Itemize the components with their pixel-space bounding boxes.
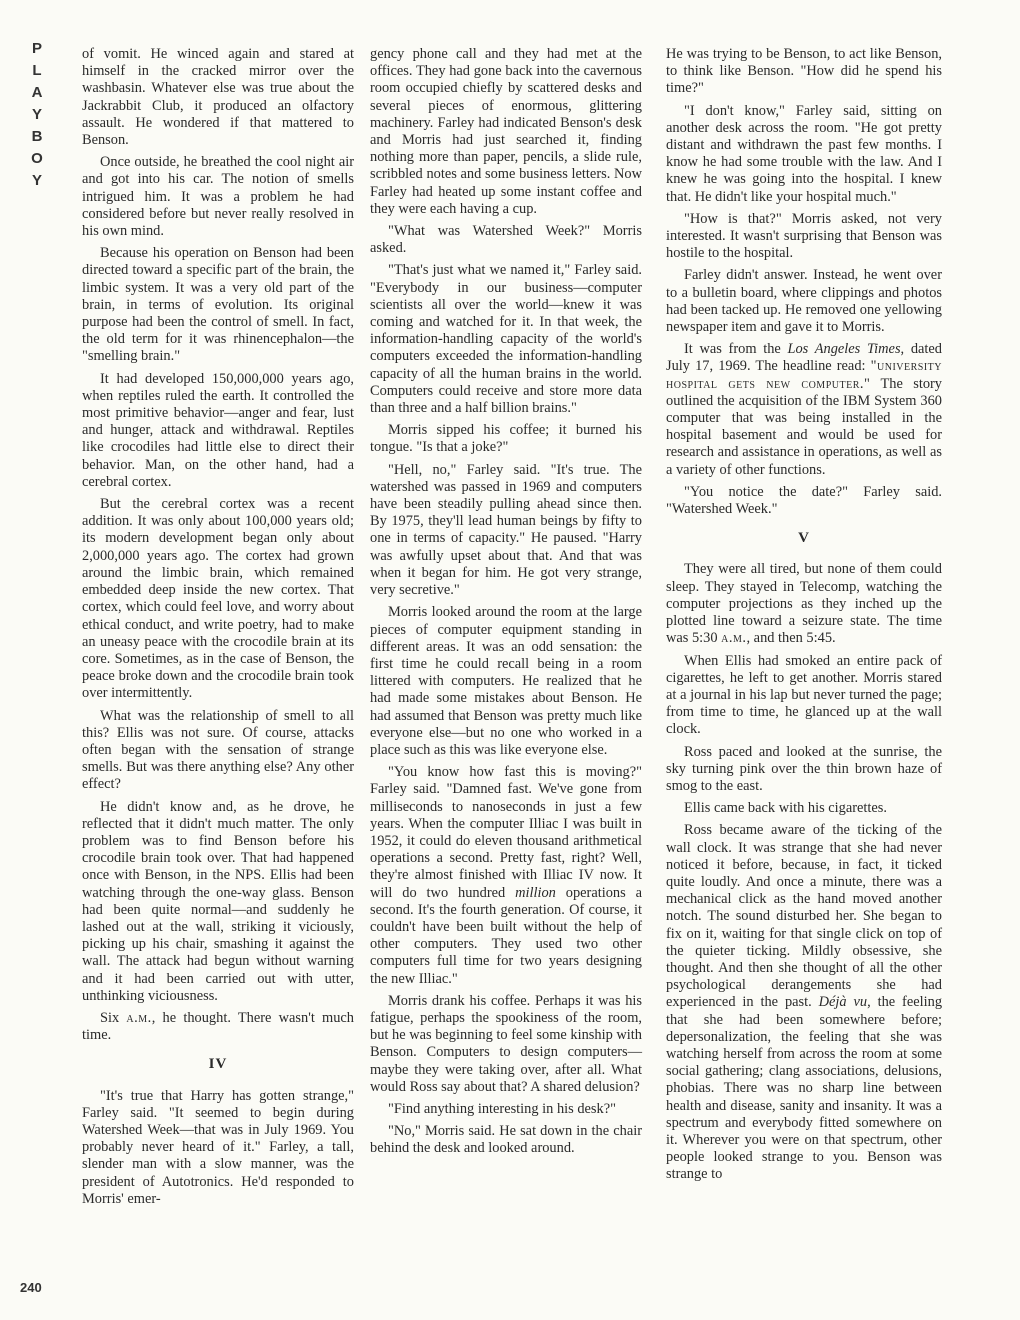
small-caps-headline: "university hospital gets new computer." — [666, 358, 942, 392]
paragraph: What was the relationship of smell to all this? Ellis was not sure. Of course, attacks often began with the sensation of strange smells. But was there anything else? Any other effect? — [82, 707, 354, 793]
column-2 — [370, 46, 642, 1163]
text-run: It was from the — [684, 341, 788, 358]
paragraph: of vomit. He winced again and stared at himself in the cracked mirror over the washbasin. Whatever else was true about the Jackrabbit Club, it produced an olfactory assault. He wondered if that mattered to Benson. — [82, 46, 354, 149]
paragraph: Farley didn't answer. Instead, he went over to a bulletin board, where clippings and photos had been tacked up. He removed one yellowing newspaper item and gave it to Morris. — [666, 267, 942, 336]
text-run: operations a second. It's the fourth generation. Of course, it couldn't have been built without the help of other computers. They used two other computers full time for two years designing the new Illiac." — [370, 884, 642, 987]
text-run: , he thought. There wasn't much time. — [82, 1009, 355, 1044]
paragraph — [370, 764, 642, 988]
text-run: Ross became aware of the ticking of the wall clock. It was strange that she had never noticed it before, because, in fact, it ticked quite loudly. And once a minute, there was a mechanical click as the hand moved another notch. The sound disturbed her. She began to fix on it, waiting for that single click on top of the quieter ticking. Mildly obsessive, she thought. And then she thought of all the other psychological derangements she had experienced in the past. — [666, 822, 942, 1011]
paragraph: "What was Watershed Week?" Morris asked. — [370, 223, 642, 257]
section-heading: V — [798, 530, 810, 547]
paragraph: Morris sipped his coffee; it burned his tongue. "Is that a joke?" — [370, 422, 642, 456]
paragraph: He didn't know and, as he drove, he reflected that it didn't much matter. The only problem was to find Benson before his crocodile brain took over. That had happened once with Benson, in the NPS. Ellis had been watching through the one-way glass. Benson had been quite normal—and suddenly he lashed out at the wall, striking it viciously, picking up his chair, smashing it against the wall. The attack had begun without warning and it had been carried out with utter, unthinking viciousness. — [82, 798, 354, 1004]
text-run: They were all tired, but none of them could sleep. They stayed in Telecomp, watching the computer projections as they inched up the plotted line toward a seizure state. The time was 5:30 — [666, 561, 942, 647]
paragraph: He was trying to be Benson, to act like Benson, to think like Benson. "How did he spend his time?" — [666, 46, 942, 97]
paragraph — [82, 1010, 354, 1044]
paragraph: Because his operation on Benson had been directed toward a specific part of the brain, the limbic system. It was a very old part of the brain, in terms of evolution. Its original purpose had been the control of smell. In fact, the old term for it was rhinencephalon—the "smelling brain." — [82, 245, 354, 365]
paragraph — [666, 341, 942, 479]
text-run: , the feeling that she had been somewhere before; depersonalization, the feeling that she was watching herself from across the room at some social gathering; clang associations, delusions, phobias. There was no sharp line between health and disease, sanity and insanity. It was a spectrum and everybody fitted somewhere on it. Wherever you were on that spectrum, other people looked strange to you. Benson was strange to — [666, 994, 943, 1183]
paragraph: Morris looked around the room at the large pieces of computer equipment standing in different areas. It was an odd sensation: the first time he could recall being in a room littered with computers. He realized that he had made some mistakes about Benson. He had assumed that Benson was pretty much like everyone else—but no one who worked in a place such as this was like everyone else. — [370, 604, 642, 758]
emphasis-text: Déjà vu — [818, 994, 868, 1011]
paragraph — [666, 822, 942, 1183]
paragraph: "You notice the date?" Farley said. "Watershed Week." — [666, 483, 942, 518]
column-1 — [82, 46, 354, 1213]
paragraph: It had developed 150,000,000 years ago, when reptiles ruled the earth. It controlled the most primitive behavior—anger and fear, lust and hunger, attack and withdrawal. Reptiles like crocodiles had little else to direct their behavior. Man, on the other hand, had a cerebral cortex. — [82, 370, 354, 490]
magazine-masthead — [24, 38, 50, 192]
paragraph: Ellis came back with his cigarettes. — [684, 800, 888, 817]
paragraph: When Ellis had smoked an entire pack of cigarettes, he left to get another. Morris stared at a journal in his lap but never turned the page; from time to time, he glanced up at the wall clock. — [666, 652, 942, 738]
text-run: "You know how fast this is moving?" Farley said. "Damned fast. We've gone from milliseconds to nanoseconds in just a few years. When the computer Illiac I was built in 1952, it could do eleven thousand arithmetical operations a second. Pretty fast, right? Well, they're almost finished with Illiac IV now. It will do two hundred — [370, 764, 642, 901]
paragraph: But the cerebral cortex was a recent addition. It was only about 100,000 years old; its modern development began only about 2,000,000 years ago. The cortex had grown around the limbic brain, which remained embedded deep inside the new cortex. That cortex, which could feel love, and worry about ethical conduct, and write poetry, had to make an uneasy peace with the crocodile brain at its core. Sometimes, as in the case of Benson, the peace broke down and the crocodile brain took over intermittently. — [82, 496, 354, 702]
paragraph: "Hell, no," Farley said. "It's true. The watershed was passed in 1969 and computers have been steadily pulling ahead since then. By 1975, they'll lead human beings by fifty to one in terms of capacity." He paused. "Harry was awfully upset about that. And that was when it began for him. He got very strange, very secretive." — [370, 461, 642, 599]
paragraph: "It's true that Harry has gotten strange," Farley said. "It seemed to begin during Watershed Week—that was in July 1969. You probably never heard of it." Farley, a tall, slender man with a slow manner, was the president of Autotronics. He'd responded to Morris' emer- — [82, 1087, 354, 1207]
small-caps-text: a.m. — [126, 1009, 152, 1026]
paragraph: gency phone call and they had met at the offices. They had gone back into the cavernous room occupied chiefly by scattered desks and several pieces of enormous, glittering machinery. Farley had indicated Benson's desk and Morris had just searched it, finding nothing more than paper, pencils, a slide rule, scribbled notes and some business letters. Now Farley had heated up some instant coffee and they were each having a cup. — [370, 46, 642, 217]
paragraph: Ross paced and looked at the sunrise, the sky turning pink over the thin brown haze of smog to the east. — [666, 743, 942, 794]
text-run: , dated July 17, 1969. The headline read: — [666, 341, 942, 375]
paragraph: "I don't know," Farley said, sitting on another desk across the room. "He got pretty distant and withdrawn the past few months. I know he had some trouble with the law. And I knew he was going into the hospital. I knew that. He didn't like your hospital much." — [666, 102, 942, 205]
text-run: The story outlined the acquisition of the IBM System 360 computer that was being installed in the hospital basement and would be used for research and assistance in operations, as well as a variety of other functions. — [666, 375, 942, 478]
paragraph: "That's just what we named it," Farley said. "Everybody in our business—computer scientists all over the world—knew it was coming and watched for it. In that week, the information-handling capacity of the world's computers exceeded the information-handling capacity of all the human brains in the world. Computers could receive and store more data than three and a half billion brains." — [370, 262, 642, 417]
emphasis-text: million — [515, 884, 556, 901]
page-number: 240 — [20, 1280, 42, 1295]
column-3 — [666, 46, 942, 1189]
emphasis-text: Los Angeles Times — [787, 341, 901, 358]
paragraph: "Find anything interesting in his desk?" — [388, 1100, 616, 1117]
text-run: , and then 5:45. — [746, 630, 836, 647]
small-caps-text: a.m. — [721, 630, 747, 647]
paragraph: Morris drank his coffee. Perhaps it was his fatigue, perhaps the spookiness of the room, but he was beginning to feel some kinship with Benson. Computers to design computers—maybe they were taking over, after all. What would Ross say about that? A shared delusion? — [370, 992, 642, 1095]
paragraph: "How is that?" Morris asked, not very interested. It wasn't surprising that Benson was hostile to the hospital. — [666, 210, 942, 262]
paragraph — [666, 561, 942, 647]
masthead-text: P L A Y B O Y — [31, 40, 43, 189]
paragraph: "No," Morris said. He sat down in the chair behind the desk and looked around. — [370, 1123, 642, 1157]
text-run: Six — [100, 1009, 127, 1026]
section-heading: IV — [208, 1056, 228, 1073]
paragraph: Once outside, he breathed the cool night air and got into his car. The notion of smells intrigued him. It was a problem he had considered before but never really resolved in his own mind. — [82, 154, 354, 240]
